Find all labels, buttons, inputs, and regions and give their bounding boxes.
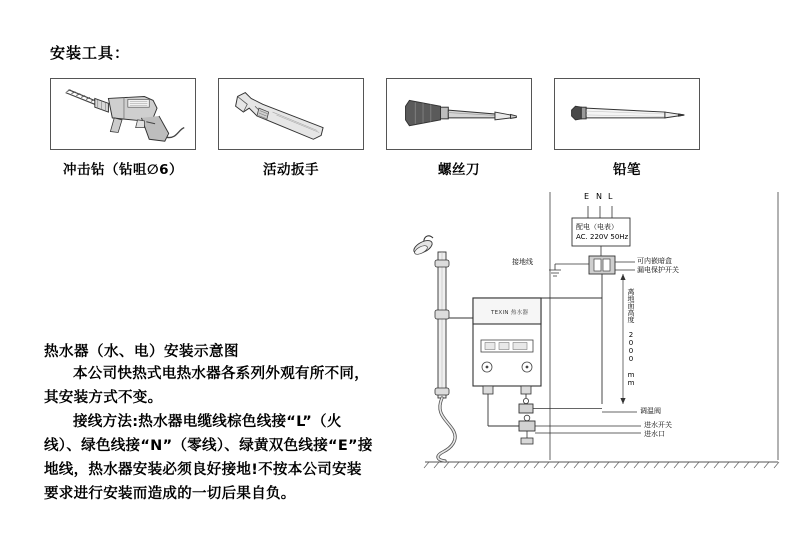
tool-label-wrench: 活动扳手 [263,162,319,178]
installation-diagram-heading: 热水器（水、电）安装示意图 [44,344,239,360]
pencil-icon [555,79,699,149]
water-inlet-label: 进水口 [644,430,665,438]
installation-description [44,362,374,506]
terminal-label-n: N [596,192,602,201]
adjustable-wrench-icon [219,79,363,149]
power-box-label-line1: 配电（电表） [576,223,618,231]
concealed-box-label: 可内嵌暗盒 [637,257,672,265]
installation-diagram [395,190,790,490]
mixing-valve-label: 调温阀 [640,407,661,415]
description-paragraph-2: 接线方法:热水器电缆线棕色线接“L”（火线）、绿色线接“N”（零线）、绿黄双色线接“E”接地线，热水器安装必须良好接地!不按本公司安装要求进行安装而造成的一切后果自负。 [44,414,373,502]
tool-image-box-screwdriver [386,78,532,150]
tool-label-drill: 冲击钻（钻咀∅6） [63,162,183,178]
tools-section-title: 安装工具： [50,44,131,62]
tool-image-box-wrench [218,78,364,150]
tool-label-screwdriver: 螺丝刀 [438,162,480,178]
leakage-switch-label: 漏电保护开关 [637,266,679,274]
water-inlet-switch-label: 进水开关 [644,421,672,429]
tool-image-box-drill [50,78,196,150]
tool-image-box-pencil [554,78,700,150]
power-box-label-line2: AC. 220V 50Hz [576,233,629,241]
description-paragraph-1: 本公司快热式电热水器各系列外观有所不同，其安装方式不变。 [44,366,369,406]
heater-brand-label: TEXIN 热水器 [491,310,529,316]
impact-drill-icon [51,79,195,149]
tool-label-pencil: 铅笔 [613,162,641,178]
ground-wire-label: 接地线 [512,258,533,266]
mounting-height-label: 离地面高度 2000 mm [627,288,635,387]
terminal-label-l: L [608,192,613,201]
screwdriver-icon [387,79,531,149]
terminal-label-e: E [584,192,590,201]
